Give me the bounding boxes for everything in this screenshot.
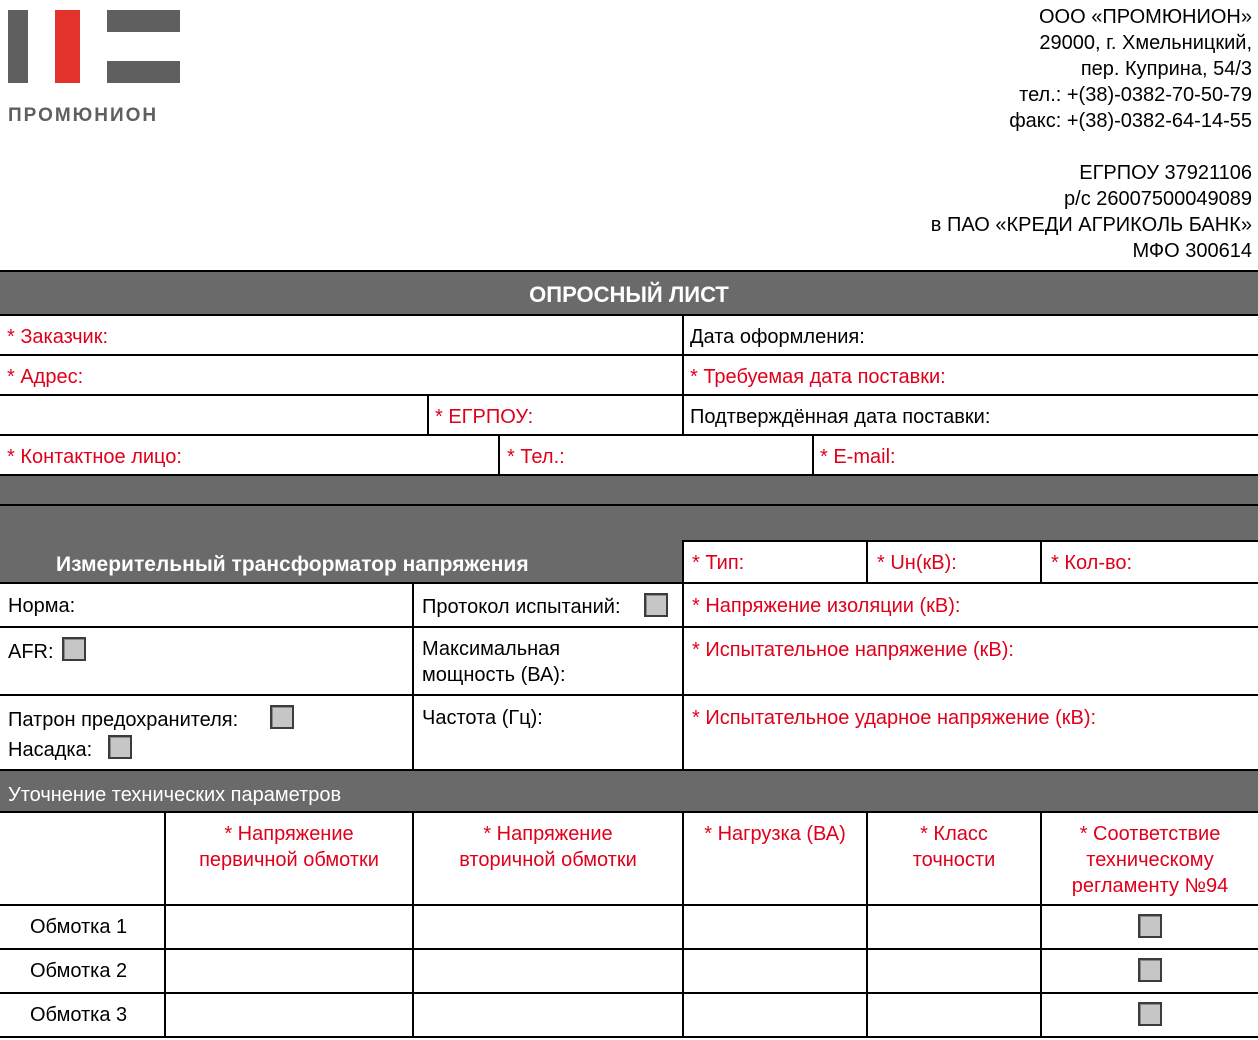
divider: [812, 434, 814, 475]
max-power-label-line1: Максимальная: [422, 638, 561, 660]
logo-bar-gray-vertical: [8, 10, 28, 83]
divider: [427, 394, 429, 435]
company-line: 29000, г. Хмельницкий,: [1039, 32, 1252, 54]
divider: [682, 540, 684, 770]
bank-line: в ПАО «КРЕДИ АГРИКОЛЬ БАНК»: [930, 214, 1252, 236]
header-line: вторичной обмотки: [459, 849, 637, 871]
company-line: ООО «ПРОМЮНИОН»: [1039, 6, 1252, 28]
tech-title: Уточнение технических параметров: [8, 784, 342, 806]
divider: [412, 582, 414, 770]
divider: [0, 314, 1258, 316]
impulse-voltage-field[interactable]: * Испытательное ударное напряжение (кВ):: [692, 707, 1097, 729]
divider: [0, 948, 1258, 950]
divider: [412, 811, 414, 1038]
divider: [0, 354, 1258, 356]
col-regulation-header: [1042, 821, 1258, 899]
nozzle-checkbox[interactable]: [108, 735, 132, 759]
col-load-header: [684, 821, 866, 847]
header-line: * Класс: [920, 823, 988, 845]
col-secondary-voltage-header: [414, 821, 682, 873]
email-field[interactable]: * E-mail:: [820, 446, 896, 468]
divider: [498, 434, 500, 475]
divider: [0, 1036, 1258, 1038]
confirmed-delivery-date-field[interactable]: Подтверждённая дата поставки:: [690, 406, 991, 428]
divider: [1040, 811, 1042, 1038]
divider: [0, 626, 1258, 628]
winding-row-label: Обмотка 2: [30, 960, 128, 982]
bank-line: ЕГРПОУ 37921106: [1079, 162, 1252, 184]
logo-bar-red-vertical: [55, 10, 80, 83]
divider: [164, 811, 166, 1038]
divider: [0, 769, 1258, 771]
divider: [0, 394, 1258, 396]
company-bank-block: [931, 160, 1252, 264]
contact-person-field[interactable]: * Контактное лицо:: [7, 446, 182, 468]
phone-field[interactable]: * Тел.:: [507, 446, 565, 468]
header-line: первичной обмотки: [199, 849, 379, 871]
header-line: техническому: [1086, 849, 1214, 871]
header-line: * Напряжение: [483, 823, 613, 845]
afr-checkbox[interactable]: [62, 637, 86, 661]
divider: [0, 434, 1258, 436]
header-line: * Нагрузка (ВА): [704, 823, 846, 845]
fuse-holder-label: Патрон предохранителя:: [8, 709, 239, 731]
type-field[interactable]: * Тип:: [692, 552, 745, 574]
divider: [682, 811, 684, 1038]
company-line: пер. Куприна, 54/3: [1080, 58, 1252, 80]
divider: [682, 540, 1258, 542]
test-protocol-checkbox[interactable]: [644, 593, 668, 617]
norm-field[interactable]: Норма:: [8, 595, 76, 617]
issue-date-field[interactable]: Дата оформления:: [690, 326, 865, 348]
divider: [0, 270, 1258, 272]
divider: [1040, 540, 1042, 582]
divider: [0, 582, 1258, 584]
quantity-field[interactable]: * Кол-во:: [1051, 552, 1133, 574]
col-accuracy-class-header: [868, 821, 1040, 873]
divider: [0, 811, 1258, 813]
form-title: ОПРОСНЫЙ ЛИСТ: [529, 282, 729, 307]
divider: [0, 904, 1258, 906]
divider: [0, 694, 1258, 696]
header-line: точности: [912, 849, 996, 871]
frequency-field[interactable]: Частота (Гц):: [422, 707, 543, 729]
product-title-band-top: [682, 504, 1258, 540]
max-power-label-line2: мощность (ВА):: [422, 664, 566, 686]
divider: [0, 504, 1258, 506]
required-delivery-date-field[interactable]: * Требуемая дата поставки:: [690, 366, 946, 388]
test-voltage-field[interactable]: * Испытательное напряжение (кВ):: [692, 639, 1014, 661]
test-protocol-label: Протокол испытаний:: [422, 596, 621, 618]
divider: [682, 314, 684, 435]
winding-1-regulation-checkbox[interactable]: [1138, 914, 1162, 938]
divider: [866, 811, 868, 1038]
header-line: * Напряжение: [224, 823, 354, 845]
egrpou-field[interactable]: * ЕГРПОУ:: [435, 406, 534, 428]
divider: [866, 540, 868, 582]
winding-2-regulation-checkbox[interactable]: [1138, 958, 1162, 982]
winding-row-label: Обмотка 3: [30, 1004, 128, 1026]
winding-row-label: Обмотка 1: [30, 916, 128, 938]
afr-label: AFR:: [8, 641, 54, 663]
fuse-holder-checkbox[interactable]: [270, 705, 294, 729]
company-line: тел.: +(38)-0382-70-50-79: [1019, 84, 1252, 106]
product-title: Измерительный трансформатор напряжения: [56, 553, 529, 576]
customer-field[interactable]: * Заказчик:: [7, 326, 109, 348]
bank-line: МФО 300614: [1132, 240, 1252, 262]
insulation-voltage-field[interactable]: * Напряжение изоляции (кВ):: [692, 595, 961, 617]
bank-line: р/с 26007500049089: [1064, 188, 1252, 210]
col-primary-voltage-header: [166, 821, 412, 873]
un-field[interactable]: * Uн(кВ):: [877, 552, 957, 574]
logo-bar-gray-top: [107, 10, 180, 32]
company-address-block: [1009, 4, 1252, 134]
address-field[interactable]: * Адрес:: [7, 366, 84, 388]
winding-3-regulation-checkbox[interactable]: [1138, 1002, 1162, 1026]
company-line: факс: +(38)-0382-64-14-55: [1009, 110, 1252, 132]
logo-bar-gray-bottom: [107, 61, 180, 83]
nozzle-label: Насадка:: [8, 739, 93, 761]
header-line: * Соответствие: [1079, 823, 1221, 845]
logo-wordmark: ПРОМЮНИОН: [8, 105, 159, 126]
divider: [0, 474, 1258, 476]
separator-band: [0, 474, 1258, 504]
divider: [0, 992, 1258, 994]
header-line: регламенту №94: [1071, 875, 1229, 897]
